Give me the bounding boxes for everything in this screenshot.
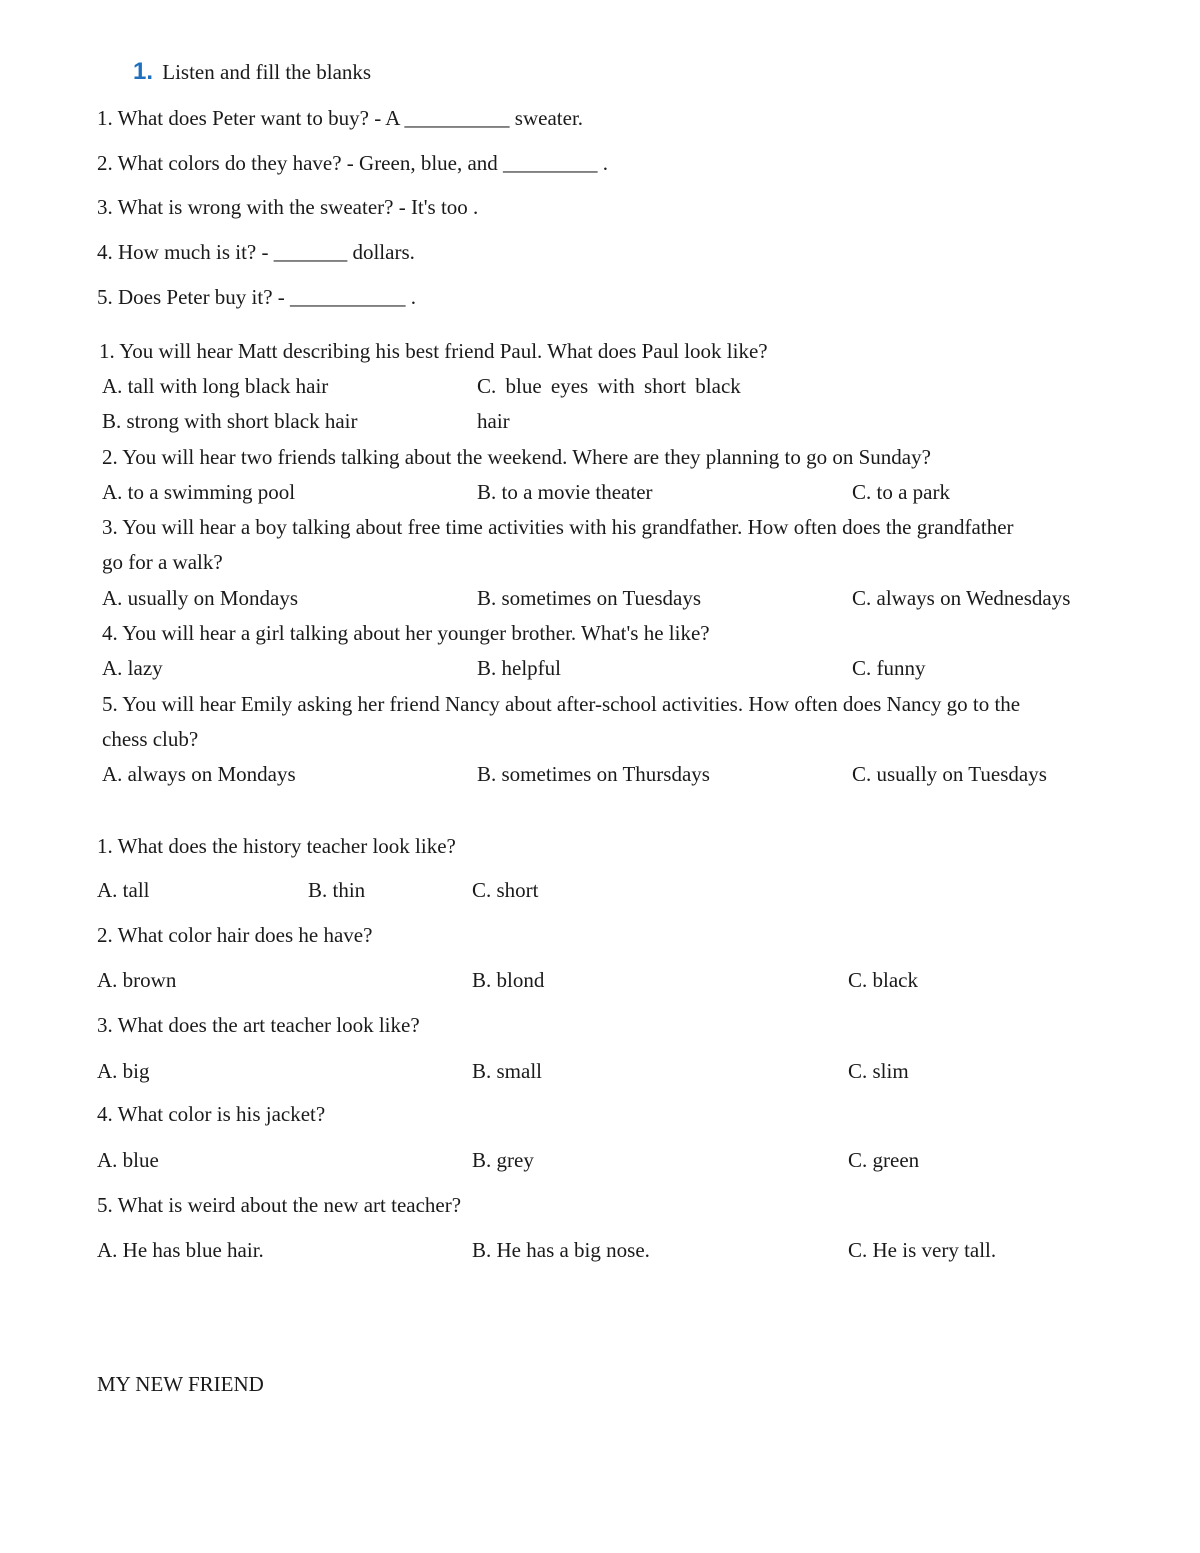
option-c: C. He is very tall.: [848, 1238, 997, 1262]
question-text: 5. You will hear Emily asking her friend Nancy about after-school activities. How often does Nancy go to the: [102, 692, 1021, 716]
option-b: B. sometimes on Thursdays: [477, 762, 710, 786]
option-b: B. small: [472, 1059, 543, 1083]
question-text-continued: go for a walk?: [102, 550, 223, 574]
option-c: C. funny: [852, 656, 926, 680]
footer-title: MY NEW FRIEND: [97, 1372, 264, 1396]
question-text: 4. What color is his jacket?: [97, 1102, 326, 1126]
option-b: B. He has a big nose.: [472, 1238, 650, 1262]
option-a: A. always on Mondays: [102, 762, 296, 786]
option-b: B. thin: [308, 878, 366, 902]
question-text: 1. You will hear Matt describing his best friend Paul. What does Paul look like?: [99, 339, 768, 363]
option-b: B. sometimes on Tuesdays: [477, 586, 702, 610]
option-a: A. tall: [97, 878, 150, 902]
option-c: C. slim: [848, 1059, 909, 1083]
question-text-continued: chess club?: [102, 727, 199, 751]
option-a: A. brown: [97, 968, 177, 992]
option-b: B. helpful: [477, 656, 561, 680]
option-c-continued: hair: [477, 409, 510, 433]
option-c: C. always on Wednesdays: [852, 586, 1071, 610]
option-a: A. He has blue hair.: [97, 1238, 264, 1262]
option-c: C. usually on Tuesdays: [852, 762, 1047, 786]
option-b: B. blond: [472, 968, 545, 992]
option-c: C. to a park: [852, 480, 950, 504]
heading-text: Listen and fill the blanks: [162, 60, 372, 84]
option-c: C. short: [472, 878, 539, 902]
question-text: 2. What color hair does he have?: [97, 923, 373, 947]
question-text: 4. You will hear a girl talking about her younger brother. What's he like?: [102, 621, 710, 645]
question-text: 5. What is weird about the new art teacher?: [97, 1193, 462, 1217]
option-b: B. to a movie theater: [477, 480, 653, 504]
option-b: B. strong with short black hair: [102, 409, 358, 433]
option-b: B. grey: [472, 1148, 534, 1172]
fill-blank-item: 1. What does Peter want to buy? - A __________ sweater.: [97, 106, 584, 130]
option-a: A. usually on Mondays: [102, 586, 298, 610]
option-c: C. black: [848, 968, 918, 992]
question-text: 1. What does the history teacher look like?: [97, 834, 456, 858]
option-c: C. green: [848, 1148, 920, 1172]
option-c: C. blue eyes with short black: [477, 374, 741, 398]
option-a: A. blue: [97, 1148, 159, 1172]
option-a: A. lazy: [102, 656, 163, 680]
option-a: A. big: [97, 1059, 150, 1083]
question-text: 3. What does the art teacher look like?: [97, 1013, 420, 1037]
fill-blank-item: 4. How much is it? - _______ dollars.: [97, 240, 415, 264]
option-a: A. tall with long black hair: [102, 374, 329, 398]
fill-blank-item: 3. What is wrong with the sweater? - It's too .: [97, 195, 479, 219]
fill-blank-item: 5. Does Peter buy it? - ___________ .: [97, 285, 417, 309]
section-heading: [133, 60, 371, 84]
fill-blank-item: 2. What colors do they have? - Green, blue, and _________ .: [97, 151, 609, 175]
question-text: 2. You will hear two friends talking about the weekend. Where are they planning to go on Sunday?: [102, 445, 931, 469]
question-text: 3. You will hear a boy talking about free time activities with his grandfather. How often does the grandfather: [102, 515, 1014, 539]
heading-number: 1.: [133, 58, 154, 85]
option-a: A. to a swimming pool: [102, 480, 296, 504]
